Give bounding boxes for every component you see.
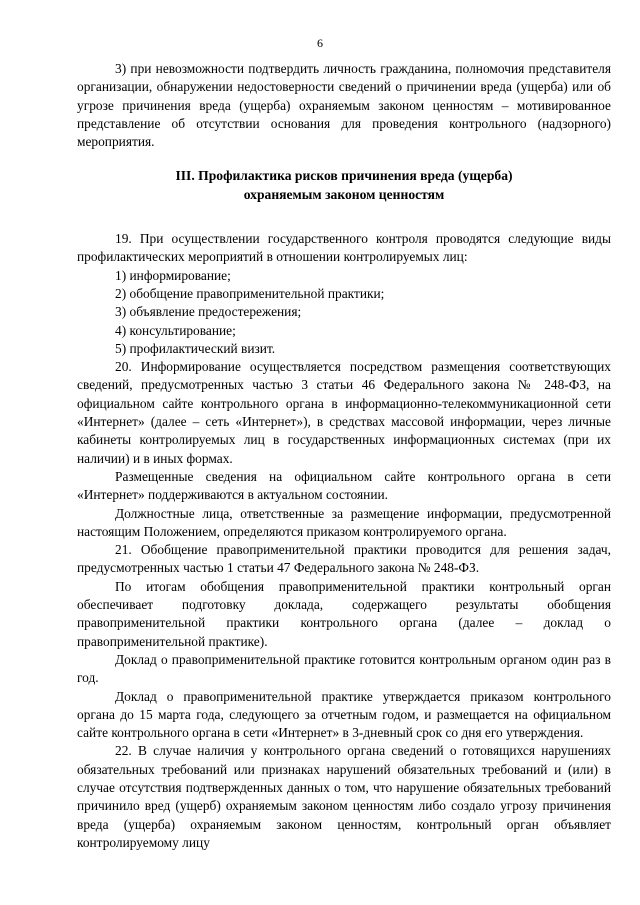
section-heading-line1: III. Профилактика рисков причинения вреда (ущерба)	[175, 168, 513, 184]
list-item: 1) информирование;	[115, 267, 231, 283]
list-item: 4) консультирование;	[115, 322, 236, 338]
paragraph-22: 22. В случае наличия у контрольного органа сведений о готовящихся нарушениях обязательных требований или признаках нарушений обязательных требований и (или) в случае отсутствия подтвержденных данных о том, что нарушение обязательных требований причинило вред (ущерб) охраняемым законом ценностям либо создало угрозу причинения вреда (ущерба) охраняемым законом ценностям, контрольный орган объявляет контролируемому лицу	[77, 743, 611, 850]
paragraph-19: 19. При осуществлении государственного контроля проводятся следующие виды профилактических мероприятий в отношении контролируемых лиц:	[77, 231, 611, 265]
paragraph: Доклад о правоприменительной практике готовится контрольным органом один раз в год.	[77, 651, 611, 686]
paragraph: По итогам обобщения правоприменительной практики контрольный орган обеспечивает подготовку доклада, содержащего результаты обобщения правоприменительной практики контрольного органа (далее – доклад о правоприменительной практике).	[77, 578, 611, 649]
section-heading-line2: охраняемым законом ценностям	[243, 186, 445, 202]
paragraph: Должностные лица, ответственные за размещение информации, предусмотренной настоящим Положением, определяются приказом контролируемого органа.	[77, 505, 611, 539]
spacer	[77, 218, 611, 230]
page-number: 6	[317, 36, 323, 50]
document-body	[77, 60, 611, 852]
paragraph-21: 21. Обобщение правоприменительной практики проводится для решения задач, предусмотренных частью 1 статьи 47 Федерального закона № 248-ФЗ.	[77, 542, 611, 576]
list-item: 3) объявление предостережения;	[115, 304, 302, 320]
list-item: 5) профилактический визит.	[115, 340, 276, 356]
paragraph-20: 20. Информирование осуществляется посредством размещения соответствующих сведений, предусмотренных частью 3 статьи 46 Федерального закона № 248-ФЗ, на официальном сайте контрольного органа в информационно-телекоммуникационной сети «Интернет» (далее – сеть «Интернет»), в средствах массовой информации, через личные кабинеты контролируемых лиц в государственных информационных системах (при их наличии) и в иных формах.	[77, 359, 611, 466]
paragraph: Доклад о правоприменительной практике утверждается приказом контрольного органа до 15 марта года, следующего за отчетным годом, и размещается на официальном сайте контрольного органа в сети «Интернет» в 3-дневный срок со дня его утверждения.	[77, 688, 611, 741]
intro-paragraph: 3) при невозможности подтвердить личность гражданина, полномочия представителя организации, обнаружении недостоверности сведений о причинении вреда (ущерба) или об угрозе причинения вреда (ущерба) охраняемым законом ценностям – мотивированное представление об отсутствии основания для проведения контрольного (надзорного) мероприятия.	[77, 61, 611, 150]
list-item: 2) обобщение правоприменительной практики;	[115, 285, 385, 301]
section-heading	[77, 167, 611, 204]
paragraph: Размещенные сведения на официальном сайте контрольного органа в сети «Интернет» поддерживаются в актуальном состоянии.	[77, 468, 611, 503]
